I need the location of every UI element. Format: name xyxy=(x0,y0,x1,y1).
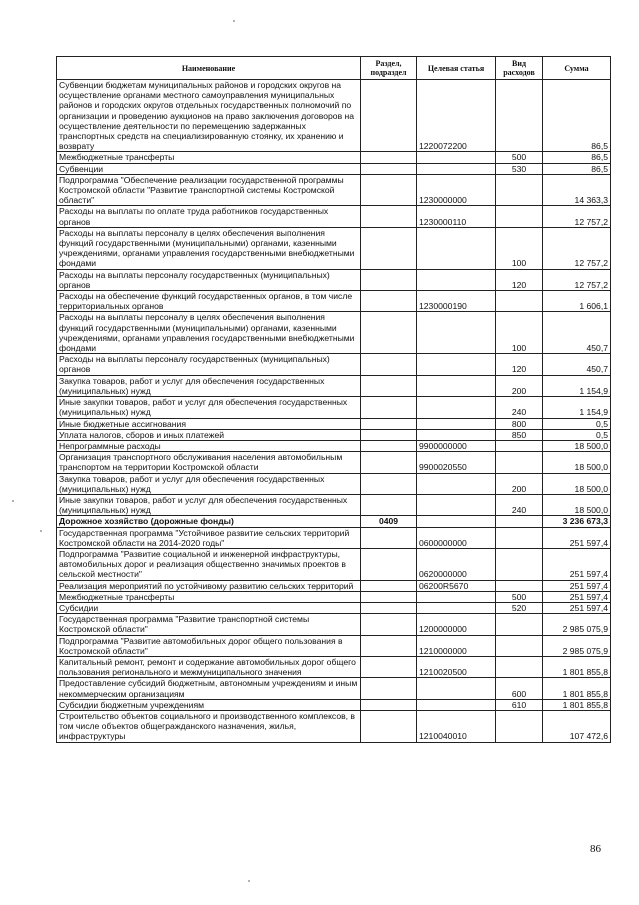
cell-name: Подпрограмма "Развитие автомобильных дорог общего пользования в Костромской области" xyxy=(57,635,361,656)
cell-name: Субсидии xyxy=(57,602,361,613)
cell-section xyxy=(361,269,417,290)
cell-sum: 18 500,0 xyxy=(543,473,611,494)
table-row xyxy=(57,710,611,742)
cell-target xyxy=(417,397,496,418)
table-row xyxy=(57,527,611,548)
cell-name: Иные закупки товаров, работ и услуг для обеспечения государственных (муниципальных) нужд xyxy=(57,494,361,515)
cell-sum: 86,5 xyxy=(543,80,611,152)
cell-sum: 3 236 673,3 xyxy=(543,516,611,527)
header-section: Раздел, подраздел xyxy=(361,57,417,80)
cell-expense: 500 xyxy=(496,152,543,163)
table-row xyxy=(57,397,611,418)
cell-target xyxy=(417,516,496,527)
cell-sum: 107 472,6 xyxy=(543,710,611,742)
cell-expense: 200 xyxy=(496,375,543,396)
table-row xyxy=(57,206,611,227)
cell-name: Иные бюджетные ассигнования xyxy=(57,418,361,429)
table-row xyxy=(57,269,611,290)
cell-expense xyxy=(496,291,543,312)
cell-target: 9900000000 xyxy=(417,440,496,451)
table-row xyxy=(57,473,611,494)
cell-expense: 200 xyxy=(496,473,543,494)
cell-section xyxy=(361,375,417,396)
table-row xyxy=(57,354,611,375)
cell-name: Межбюджетные трансферты xyxy=(57,591,361,602)
scan-speck xyxy=(40,530,42,532)
cell-name: Строительство объектов социального и производственного комплексов, в том числе объектов общегражданского назначения, жилья, инфраструктуры xyxy=(57,710,361,742)
cell-target xyxy=(417,473,496,494)
cell-expense xyxy=(496,440,543,451)
cell-section xyxy=(361,163,417,174)
cell-section xyxy=(361,152,417,163)
cell-sum: 0,5 xyxy=(543,429,611,440)
cell-section xyxy=(361,591,417,602)
cell-section xyxy=(361,678,417,699)
cell-name: Межбюджетные трансферты xyxy=(57,152,361,163)
cell-section xyxy=(361,174,417,206)
cell-section xyxy=(361,429,417,440)
cell-target xyxy=(417,591,496,602)
cell-sum: 1 606,1 xyxy=(543,291,611,312)
table-row xyxy=(57,494,611,515)
cell-sum: 2 985 075,9 xyxy=(543,635,611,656)
cell-section xyxy=(361,548,417,580)
cell-target xyxy=(417,699,496,710)
header-expense: Вид расходов xyxy=(496,57,543,80)
cell-name: Расходы на выплаты персоналу государственных (муниципальных) органов xyxy=(57,269,361,290)
table-row xyxy=(57,80,611,152)
cell-target: 1210000000 xyxy=(417,635,496,656)
cell-target: 0600000000 xyxy=(417,527,496,548)
table-row xyxy=(57,163,611,174)
cell-section xyxy=(361,614,417,635)
cell-name: Закупка товаров, работ и услуг для обеспечения государственных (муниципальных) нужд xyxy=(57,473,361,494)
scan-speck xyxy=(248,880,250,882)
cell-target: 9900020550 xyxy=(417,452,496,473)
cell-expense: 800 xyxy=(496,418,543,429)
cell-target xyxy=(417,269,496,290)
cell-expense xyxy=(496,527,543,548)
cell-sum: 251 597,4 xyxy=(543,602,611,613)
table-row xyxy=(57,614,611,635)
cell-name: Уплата налогов, сборов и иных платежей xyxy=(57,429,361,440)
cell-name: Государственная программа "Развитие транспортной системы Костромской области" xyxy=(57,614,361,635)
cell-name: Субвенции xyxy=(57,163,361,174)
table-body xyxy=(57,80,611,743)
cell-sum: 1 154,9 xyxy=(543,397,611,418)
cell-expense: 240 xyxy=(496,494,543,515)
cell-section xyxy=(361,527,417,548)
cell-sum: 14 363,3 xyxy=(543,174,611,206)
cell-section xyxy=(361,635,417,656)
cell-target xyxy=(417,602,496,613)
table-row xyxy=(57,152,611,163)
cell-expense: 520 xyxy=(496,602,543,613)
cell-sum: 251 597,4 xyxy=(543,527,611,548)
cell-target: 1210020500 xyxy=(417,656,496,677)
table-row xyxy=(57,375,611,396)
scan-speck xyxy=(233,20,235,22)
cell-section xyxy=(361,494,417,515)
table-row xyxy=(57,516,611,527)
cell-expense xyxy=(496,80,543,152)
table-row xyxy=(57,580,611,591)
cell-sum: 1 801 855,8 xyxy=(543,656,611,677)
cell-name: Закупка товаров, работ и услуг для обеспечения государственных (муниципальных) нужд xyxy=(57,375,361,396)
cell-name: Государственная программа "Устойчивое развитие сельских территорий Костромской области на 2014-2020 годы" xyxy=(57,527,361,548)
cell-target xyxy=(417,678,496,699)
cell-section xyxy=(361,656,417,677)
cell-expense xyxy=(496,548,543,580)
table-row xyxy=(57,312,611,354)
cell-sum: 86,5 xyxy=(543,163,611,174)
cell-expense xyxy=(496,656,543,677)
table-row xyxy=(57,452,611,473)
cell-section xyxy=(361,227,417,269)
cell-expense: 100 xyxy=(496,227,543,269)
cell-section xyxy=(361,291,417,312)
cell-expense xyxy=(496,206,543,227)
cell-expense xyxy=(496,452,543,473)
cell-sum: 86,5 xyxy=(543,152,611,163)
table-row xyxy=(57,656,611,677)
page-number: 86 xyxy=(590,843,601,855)
cell-sum: 0,5 xyxy=(543,418,611,429)
table-row xyxy=(57,429,611,440)
cell-expense: 610 xyxy=(496,699,543,710)
cell-section xyxy=(361,602,417,613)
cell-section xyxy=(361,580,417,591)
cell-target xyxy=(417,312,496,354)
cell-name: Субвенции бюджетам муниципальных районов и городских округов на осуществление органами местного самоуправления муниципальных районов и городских округов отдельных государственных полномочий по организации и проведению аукционов на право заключения договоров на осуществление деятельности по перемещению задержанных транспортных средств на специализированную стоянку, их хранению и возврату xyxy=(57,80,361,152)
cell-name: Организация транспортного обслуживания населения автомобильным транспортом на территории Костромской области xyxy=(57,452,361,473)
cell-expense xyxy=(496,516,543,527)
table-row xyxy=(57,699,611,710)
cell-name: Расходы на обеспечение функций государственных органов, в том числе территориальных органов xyxy=(57,291,361,312)
cell-section xyxy=(361,80,417,152)
cell-expense: 240 xyxy=(496,397,543,418)
cell-section: 0409 xyxy=(361,516,417,527)
cell-expense xyxy=(496,580,543,591)
cell-expense xyxy=(496,710,543,742)
cell-sum: 18 500,0 xyxy=(543,494,611,515)
cell-expense: 530 xyxy=(496,163,543,174)
cell-target: 1230000000 xyxy=(417,174,496,206)
header-name: Наименование xyxy=(57,57,361,80)
cell-target: 06200R5670 xyxy=(417,580,496,591)
cell-name: Расходы на выплаты персоналу в целях обеспечения выполнения функций государственными (муниципальными) органами, казенными учреждениями, органами управления государственными внебюджетными фондами xyxy=(57,227,361,269)
cell-expense: 120 xyxy=(496,354,543,375)
cell-expense: 120 xyxy=(496,269,543,290)
cell-sum: 1 801 855,8 xyxy=(543,678,611,699)
cell-sum: 1 801 855,8 xyxy=(543,699,611,710)
cell-expense: 850 xyxy=(496,429,543,440)
cell-section xyxy=(361,452,417,473)
cell-section xyxy=(361,418,417,429)
cell-target xyxy=(417,354,496,375)
cell-sum: 450,7 xyxy=(543,312,611,354)
cell-sum: 12 757,2 xyxy=(543,206,611,227)
table-header-row xyxy=(57,57,611,80)
cell-sum: 251 597,4 xyxy=(543,591,611,602)
cell-name: Непрограммные расходы xyxy=(57,440,361,451)
cell-sum: 12 757,2 xyxy=(543,227,611,269)
cell-target xyxy=(417,418,496,429)
cell-name: Расходы на выплаты персоналу в целях обеспечения выполнения функций государственными (муниципальными) органами, казенными учреждениями, органами управления государственными внебюджетными фондами xyxy=(57,312,361,354)
table-row xyxy=(57,174,611,206)
cell-expense: 500 xyxy=(496,591,543,602)
cell-section xyxy=(361,473,417,494)
cell-target: 0620000000 xyxy=(417,548,496,580)
cell-expense: 600 xyxy=(496,678,543,699)
cell-sum: 18 500,0 xyxy=(543,440,611,451)
cell-target xyxy=(417,429,496,440)
cell-expense xyxy=(496,174,543,206)
table-row xyxy=(57,635,611,656)
cell-target xyxy=(417,375,496,396)
cell-name: Расходы на выплаты по оплате труда работников государственных органов xyxy=(57,206,361,227)
cell-sum: 251 597,4 xyxy=(543,548,611,580)
cell-name: Подпрограмма "Обеспечение реализации государственной программы Костромской области "Развитие транспортной системы Костромской области" xyxy=(57,174,361,206)
header-target: Целевая статья xyxy=(417,57,496,80)
cell-target: 1230000190 xyxy=(417,291,496,312)
cell-section xyxy=(361,312,417,354)
cell-section xyxy=(361,710,417,742)
cell-target xyxy=(417,494,496,515)
cell-sum: 18 500,0 xyxy=(543,452,611,473)
cell-expense: 100 xyxy=(496,312,543,354)
cell-sum: 1 154,9 xyxy=(543,375,611,396)
cell-target xyxy=(417,152,496,163)
table-row xyxy=(57,440,611,451)
cell-expense xyxy=(496,614,543,635)
header-sum: Сумма xyxy=(543,57,611,80)
cell-target: 1230000110 xyxy=(417,206,496,227)
cell-section xyxy=(361,397,417,418)
cell-section xyxy=(361,354,417,375)
table-row xyxy=(57,591,611,602)
cell-section xyxy=(361,440,417,451)
cell-target xyxy=(417,163,496,174)
cell-name: Предоставление субсидий бюджетным, автономным учреждениям и иным некоммерческим организациям xyxy=(57,678,361,699)
table-row xyxy=(57,227,611,269)
table-row xyxy=(57,291,611,312)
cell-name: Капитальный ремонт, ремонт и содержание автомобильных дорог общего пользования регионального и межмуниципального значения xyxy=(57,656,361,677)
table-row xyxy=(57,548,611,580)
cell-target xyxy=(417,227,496,269)
cell-name: Субсидии бюджетным учреждениям xyxy=(57,699,361,710)
cell-sum: 251 597,4 xyxy=(543,580,611,591)
cell-name: Реализация мероприятий по устойчивому развитию сельских территорий xyxy=(57,580,361,591)
cell-target: 1200000000 xyxy=(417,614,496,635)
cell-section xyxy=(361,699,417,710)
scan-speck xyxy=(12,500,14,502)
table-row xyxy=(57,678,611,699)
cell-expense xyxy=(496,635,543,656)
cell-sum: 450,7 xyxy=(543,354,611,375)
cell-sum: 2 985 075,9 xyxy=(543,614,611,635)
cell-target: 1220072200 xyxy=(417,80,496,152)
cell-section xyxy=(361,206,417,227)
cell-target: 1210040010 xyxy=(417,710,496,742)
table-row xyxy=(57,602,611,613)
budget-table xyxy=(56,56,611,743)
cell-sum: 12 757,2 xyxy=(543,269,611,290)
cell-name: Дорожное хозяйство (дорожные фонды) xyxy=(57,516,361,527)
cell-name: Иные закупки товаров, работ и услуг для обеспечения государственных (муниципальных) нужд xyxy=(57,397,361,418)
cell-name: Расходы на выплаты персоналу государственных (муниципальных) органов xyxy=(57,354,361,375)
cell-name: Подпрограмма "Развитие социальной и инженерной инфраструктуры, автомобильных дорог и реализация общественно значимых проектов в сельской местности" xyxy=(57,548,361,580)
table-row xyxy=(57,418,611,429)
